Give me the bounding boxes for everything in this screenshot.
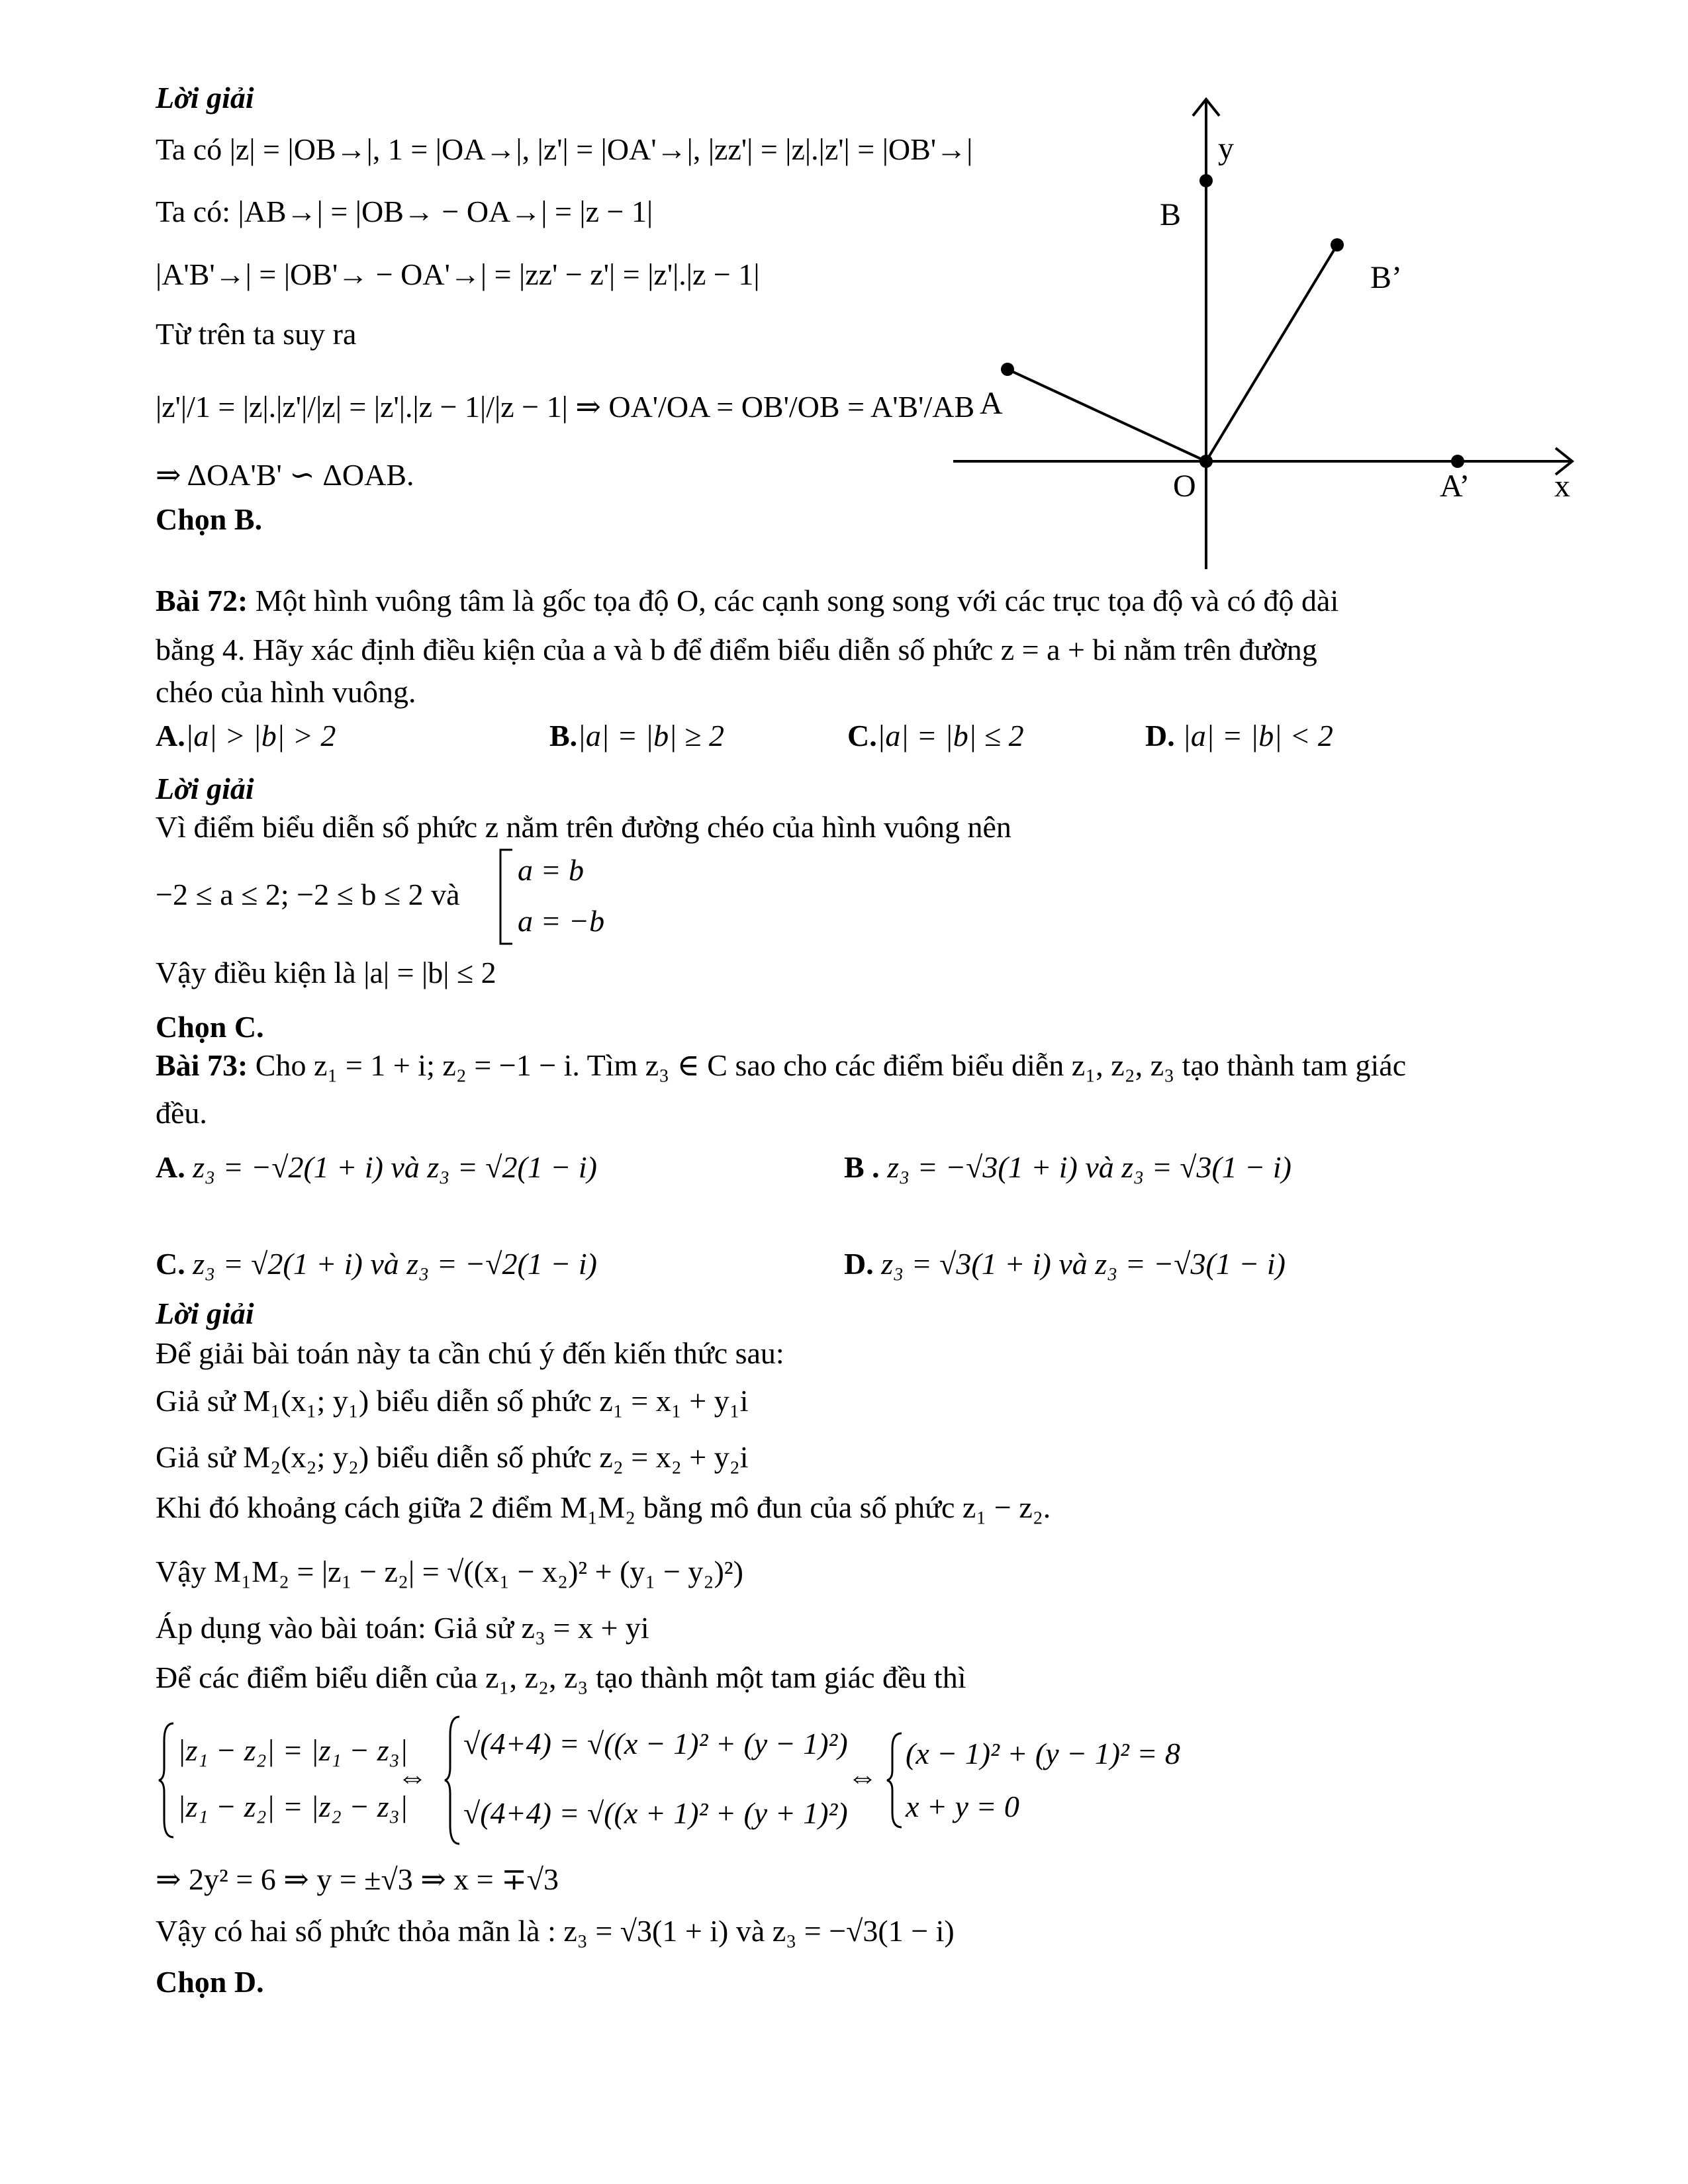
system-brace-1 <box>158 1721 177 1840</box>
option-key: C. <box>847 719 877 752</box>
option-value: z₃ = √2(1 + i) và z₃ = −√2(1 − i) <box>185 1247 597 1281</box>
system-eq: (x − 1)² + (y − 1)² = 8 <box>906 1737 1180 1770</box>
solution-line: Ta có: |AB→| = |OB→ − OA→| = |z − 1| <box>156 195 653 228</box>
label-Bp: B’ <box>1370 260 1402 295</box>
problem-72-line: chéo của hình vuông. <box>156 675 416 709</box>
choose-answer: Chọn C. <box>156 1010 264 1044</box>
option-value: |a| = |b| ≤ 2 <box>876 719 1024 752</box>
choose-answer: Chọn D. <box>156 1965 264 1999</box>
label-x: x <box>1554 469 1570 504</box>
solution-line: Vậy có hai số phức thỏa mãn là : z₃ = √3(1 + i) và z₃ = −√3(1 − i) <box>156 1914 955 1948</box>
equiv-symbol: ⇔ <box>397 1760 428 1794</box>
equiv-symbol: ⇔ <box>847 1760 878 1794</box>
choose-answer: Chọn B. <box>156 502 263 536</box>
solution-line: Vậy M₁M₂ = |z₁ − z₂| = √((x₁ − x₂)² + (y₁ − y₂)²) <box>156 1555 743 1588</box>
system-eq: x + y = 0 <box>906 1790 1019 1823</box>
solution-line: Giả sử M₂(x₂; y₂) biểu diễn số phức z₂ = x₂ + y₂i <box>156 1440 749 1474</box>
solution-case: a = −b <box>518 904 605 938</box>
solution-line: Ta có |z| = |OB→|, 1 = |OA→|, |z'| = |OA'→|, |zz'| = |z|.|z'| = |OB'→| <box>156 132 973 166</box>
problem-73-line <box>156 1046 1406 1085</box>
solution-heading-73: Lời giải <box>156 1297 254 1330</box>
point-Ap <box>1451 455 1464 468</box>
label-y: y <box>1218 131 1234 166</box>
option-key: A. <box>156 719 185 752</box>
solution-line: |A'B'→| = |OB'→ − OA'→| = |zz' − z'| = |z'|.|z − 1| <box>156 257 760 291</box>
system-brace-3 <box>886 1731 906 1830</box>
option-value: |a| > |b| > 2 <box>185 719 336 752</box>
coordinate-diagram <box>940 86 1589 576</box>
bracket-or <box>496 847 516 946</box>
segment-OA <box>1008 369 1206 461</box>
point-O <box>1199 455 1213 468</box>
segment-OBp <box>1206 245 1337 461</box>
solution-line: −2 ≤ a ≤ 2; −2 ≤ b ≤ 2 và <box>156 878 460 911</box>
option-b <box>549 716 724 756</box>
problem-72-line: bằng 4. Hãy xác định điều kiện của a và b để điểm biểu diễn số phức z = a + bi nằm trên đường <box>156 633 1317 666</box>
option-c <box>847 716 1024 756</box>
point-B <box>1199 174 1213 187</box>
solution-case: a = b <box>518 853 585 887</box>
solution-heading-1: Lời giải <box>156 81 254 114</box>
problem-73-line: đều. <box>156 1096 207 1130</box>
solution-line: Để giải bài toán này ta cần chú ý đến kiến thức sau: <box>156 1336 784 1370</box>
option-b <box>844 1148 1291 1187</box>
problem-72-title: Bài 72: <box>156 584 248 617</box>
system-eq: √(4+4) = √((x − 1)² + (y − 1)²) <box>463 1727 848 1760</box>
problem-73-title: Bài 73: <box>156 1048 248 1082</box>
label-Ap: A’ <box>1440 469 1470 504</box>
solution-line: ⇒ 2y² = 6 ⇒ y = ±√3 ⇒ x = ∓√3 <box>156 1862 559 1896</box>
system-eq: √(4+4) = √((x + 1)² + (y + 1)²) <box>463 1796 848 1830</box>
label-A: A <box>980 386 1003 421</box>
option-a <box>156 1148 597 1187</box>
option-c <box>156 1244 597 1284</box>
solution-line: |z'|/1 = |z|.|z'|/|z| = |z'|.|z − 1|/|z − 1| ⇒ OA'/OA = OB'/OB = A'B'/AB <box>156 390 975 424</box>
option-value: |a| = |b| ≥ 2 <box>577 719 725 752</box>
solution-line: Từ trên ta suy ra <box>156 317 357 351</box>
option-value: z₃ = √3(1 + i) và z₃ = −√3(1 − i) <box>873 1247 1286 1281</box>
option-key: D. <box>844 1247 874 1281</box>
system-eq: |z₁ − z₂| = |z₁ − z₃| <box>177 1733 408 1767</box>
option-key: B . <box>844 1150 880 1184</box>
solution-line: Vì điểm biểu diễn số phức z nằm trên đường chéo của hình vuông nên <box>156 810 1011 844</box>
option-key: D. <box>1145 719 1175 752</box>
solution-heading-72: Lời giải <box>156 772 254 805</box>
option-value: z₃ = −√2(1 + i) và z₃ = √2(1 − i) <box>185 1150 597 1184</box>
system-brace-2 <box>444 1714 463 1846</box>
label-O: O <box>1173 469 1196 504</box>
solution-line: Áp dụng vào bài toán: Giả sử z₃ = x + yi <box>156 1611 649 1645</box>
point-Bp <box>1331 238 1344 251</box>
solution-line: Để các điểm biểu diễn của z₁, z₂, z₃ tạo thành một tam giác đều thì <box>156 1661 966 1694</box>
system-eq: |z₁ − z₂| = |z₂ − z₃| <box>177 1790 408 1823</box>
option-key: A. <box>156 1150 185 1184</box>
solution-line: ⇒ ΔOA'B' ∽ ΔOAB. <box>156 458 414 492</box>
solution-line: Giả sử M₁(x₁; y₁) biểu diễn số phức z₁ = x₁ + y₁i <box>156 1384 749 1418</box>
solution-line: Vậy điều kiện là |a| = |b| ≤ 2 <box>156 956 496 989</box>
problem-73-text: Cho z₁ = 1 + i; z₂ = −1 − i. Tìm z₃ ∈ C sao cho các điểm biểu diễn z₁, z₂, z₃ tạo thành tam giác <box>248 1048 1407 1082</box>
option-value: |a| = |b| < 2 <box>1174 719 1333 752</box>
option-key: C. <box>156 1247 185 1281</box>
option-a <box>156 716 336 756</box>
option-value: z₃ = −√3(1 + i) và z₃ = √3(1 − i) <box>879 1150 1291 1184</box>
problem-72-text: Một hình vuông tâm là gốc tọa độ O, các cạnh song song với các trục tọa độ và có độ dài <box>248 584 1339 617</box>
point-A <box>1001 363 1014 376</box>
option-key: B. <box>549 719 578 752</box>
problem-72-line <box>156 581 1338 621</box>
solution-line: Khi đó khoảng cách giữa 2 điểm M₁M₂ bằng mô đun của số phức z₁ − z₂. <box>156 1490 1051 1524</box>
option-d <box>1145 716 1333 756</box>
option-d <box>844 1244 1286 1284</box>
label-B: B <box>1160 197 1182 232</box>
